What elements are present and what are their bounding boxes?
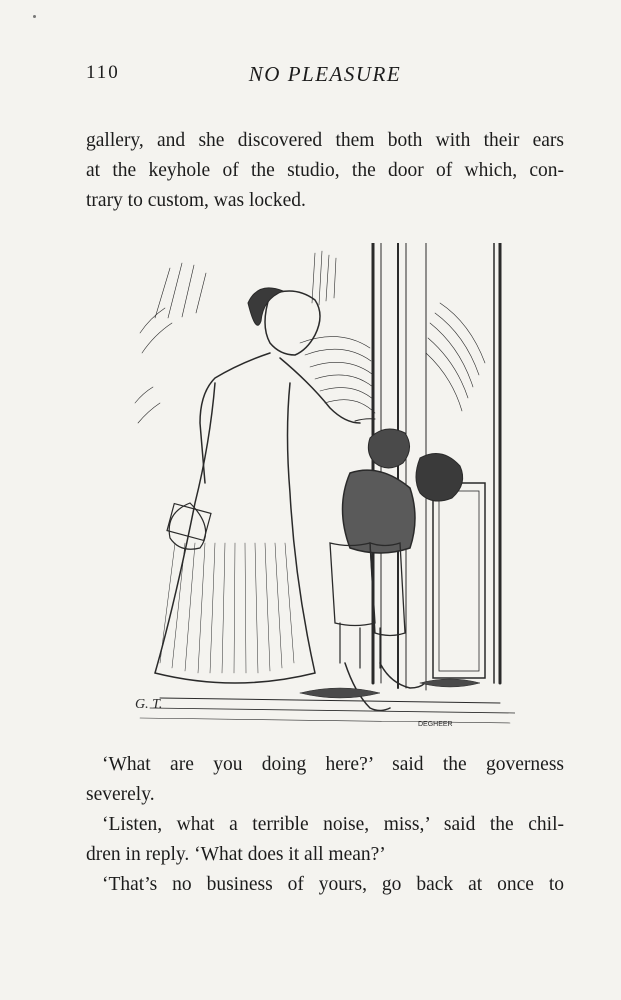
top-paragraph — [86, 126, 564, 216]
text-line: severely. — [86, 784, 155, 805]
text-line: gallery, and she discovered them both with their ears — [86, 130, 564, 151]
text-line: ‘What are you doing here?’ said the governess — [102, 754, 564, 775]
illustrator-signature: G. T. — [135, 697, 163, 712]
page-header — [86, 62, 564, 92]
ink-speck — [33, 15, 36, 18]
dialogue-paragraphs — [86, 750, 564, 900]
children-figures — [330, 429, 463, 711]
text-line: ‘That’s no business of yours, go back at once to — [102, 874, 564, 895]
running-title: NO PLEASURE — [248, 62, 402, 86]
text-line: ‘Listen, what a terrible noise, miss,’ said the chil- — [102, 814, 564, 835]
wall-hatching — [135, 251, 485, 423]
page-number: 110 — [86, 62, 120, 83]
engraving-illustration — [130, 243, 515, 730]
floor-lines — [140, 679, 515, 723]
text-line: dren in reply. ‘What does it all mean?’ — [86, 844, 386, 865]
text-line: trary to custom, was locked. — [86, 190, 306, 211]
governess-figure — [155, 288, 375, 683]
engraver-signature: DEGHEER — [418, 721, 453, 728]
engraving-svg — [130, 243, 515, 730]
text-line: at the keyhole of the studio, the door of which, con- — [86, 160, 564, 181]
